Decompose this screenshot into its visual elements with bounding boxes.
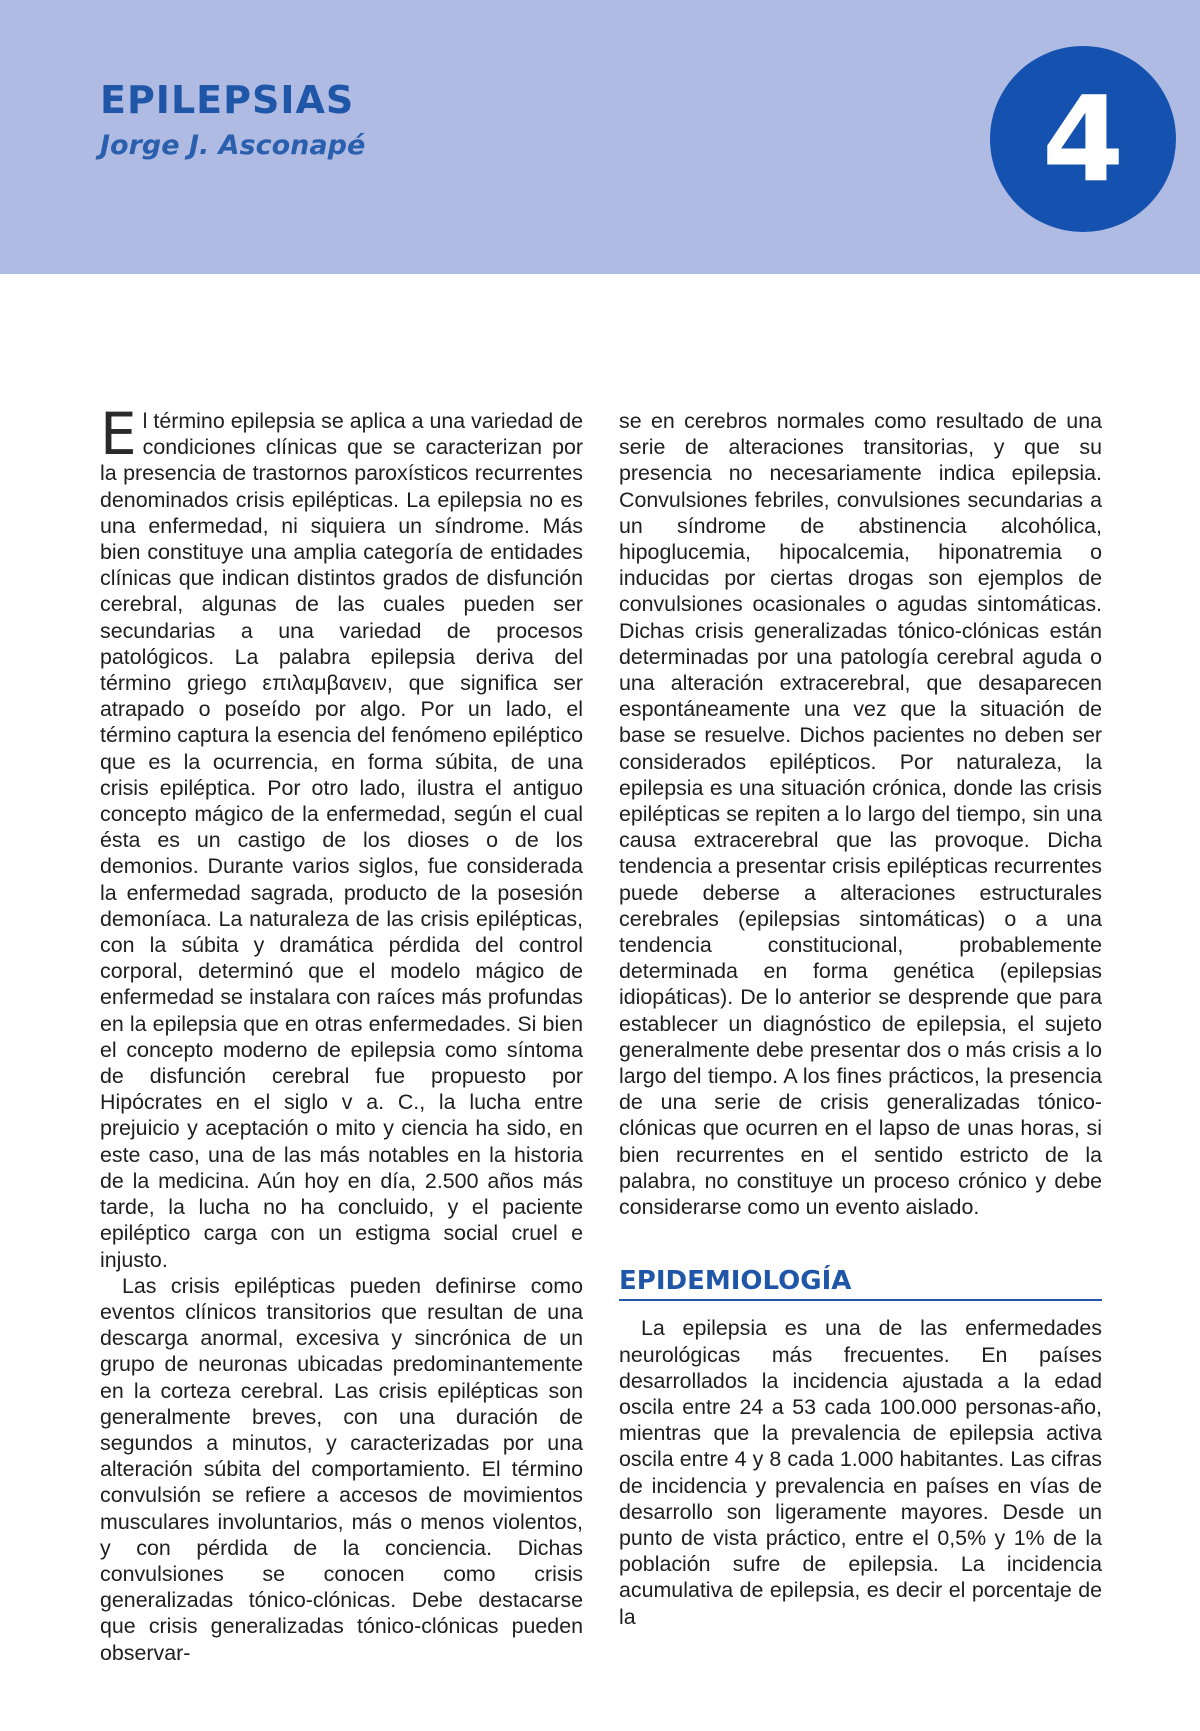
chapter-author: Jorge J. Asconapé [100,130,366,161]
section-heading-epidemiologia: EPIDEMIOLOGÍA [619,1264,1102,1301]
body-column-left [100,400,583,1666]
chapter-header-band [0,0,1200,274]
chapter-title: EPILEPSIAS [100,78,355,122]
body-column-right [619,408,1102,1630]
chapter-number-badge [990,46,1176,232]
intro-paragraph-text: l término epilepsia se aplica a una variedad de condiciones clínicas que se caracterizan por la presencia de trastornos paroxísticos recurrentes denominados crisis epilépticas. La epilepsia no es una enfermedad, ni siquiera un síndrome. Más bien constituye una amplia categoría de entidades clínicas que indican distintos grados de disfunción cerebral, algunas de las cuales pueden ser secundarias a una variedad de procesos patológicos. La palabra epilepsia deriva del término griego επιλαμβανειν, que significa ser atrapado o poseído por algo. Por un lado, el término captura la esencia del fenómeno epiléptico que es la ocurrencia, en forma súbita, de una crisis epiléptica. Por otro lado, ilustra el antiguo concepto mágico de la enfermedad, según el cual ésta es un castigo de los dioses o de los demonios. Durante varios siglos, fue considerada la enfermedad sagrada, producto de la posesión demoníaca. La naturaleza de las crisis epilépticas, con la súbita y dramática pérdida del control corporal, determinó que el modelo mágico de enfermedad se instalara con raíces más profundas en la epilepsia que en otras enfermedades. Si bien el concepto moderno de epilepsia como síntoma de disfunción cerebral fue propuesto por Hipócrates en el siglo v a. C., la lucha entre prejuicio y aceptación o mito y ciencia ha sido, en este caso, una de las más notables en la historia de la medicina. Aún hoy en día, 2.500 años más tarde, la lucha no ha concluido, y el paciente epiléptico carga con un estigma social cruel e injusto. [100,409,583,1272]
drop-cap: E [100,400,137,468]
chapter-number: 4 [1041,70,1125,208]
continuation-paragraph: se en cerebros normales como resultado de una serie de alteraciones transitorias, y que su presencia no necesariamente indica epilepsia. Convulsiones febriles, convulsiones secundarias a un síndrome de abstinencia alcohólica, hipoglucemia, hipocalcemia, hiponatremia o inducidas por ciertas drogas son ejemplos de convulsiones ocasionales o agudas sintomáticas. Dichas crisis generalizadas tónico-clónicas están determinadas por una patología cerebral aguda o una alteración extracerebral, que desaparecen espontáneamente una vez que la situación de base se resuelve. Dichos pacientes no deben ser considerados epilépticos. Por naturaleza, la epilepsia es una situación crónica, donde las crisis epilépticas se repiten a lo largo del tiempo, sin una causa extracerebral que las provoque. Dicha tendencia a presentar crisis epilépticas recurrentes puede deberse a alteraciones estructurales cerebrales (epilepsias sintomáticas) o a una tendencia constitucional, probablemente determinada en forma genética (epilepsias idiopáticas). De lo anterior se desprende que para establecer un diagnóstico de epilepsia, el sujeto generalmente debe presentar dos o más crisis a lo largo del tiempo. A los fines prácticos, la presencia de una serie de crisis generalizadas tónico-clónicas que ocurren en el lapso de unas horas, si bien recurrentes en el sentido estricto de la palabra, no constituye un proceso crónico y debe considerarse como un evento aislado. [619,409,1102,1220]
intro-paragraph [100,400,583,1273]
seizure-definition-paragraph: Las crisis epilépticas pueden definirse como eventos clínicos transitorios que resultan de una descarga anormal, excesiva y sincrónica de un grupo de neuronas ubicadas predominantemente en la corteza cerebral. Las crisis epilépticas son generalmente breves, con una duración de segundos a minutos, y caracterizadas por una alteración súbita del comportamiento. El término convulsión se refiere a accesos de movimientos musculares involuntarios, más o menos violentos, y con pérdida de la conciencia. Dichas convulsiones se conocen como crisis generalizadas tónico-clónicas. Debe destacarse que crisis generalizadas tónico-clónicas pueden observar- [100,1273,583,1665]
epidemiology-paragraph: La epilepsia es una de las enfermedades neurológicas más frecuentes. En países desarrollados la incidencia ajustada a la edad oscila entre 24 a 53 cada 100.000 personas-año, mientras que la prevalencia de epilepsia activa oscila entre 4 y 8 cada 1.000 habitantes. Las cifras de incidencia y prevalencia en países en vías de desarrollo son ligeramente mayores. Desde un punto de vista práctico, entre el 0,5% y 1% de la población sufre de epilepsia. La incidencia acumulativa de epilepsia, es decir el porcentaje de la [619,1316,1102,1629]
